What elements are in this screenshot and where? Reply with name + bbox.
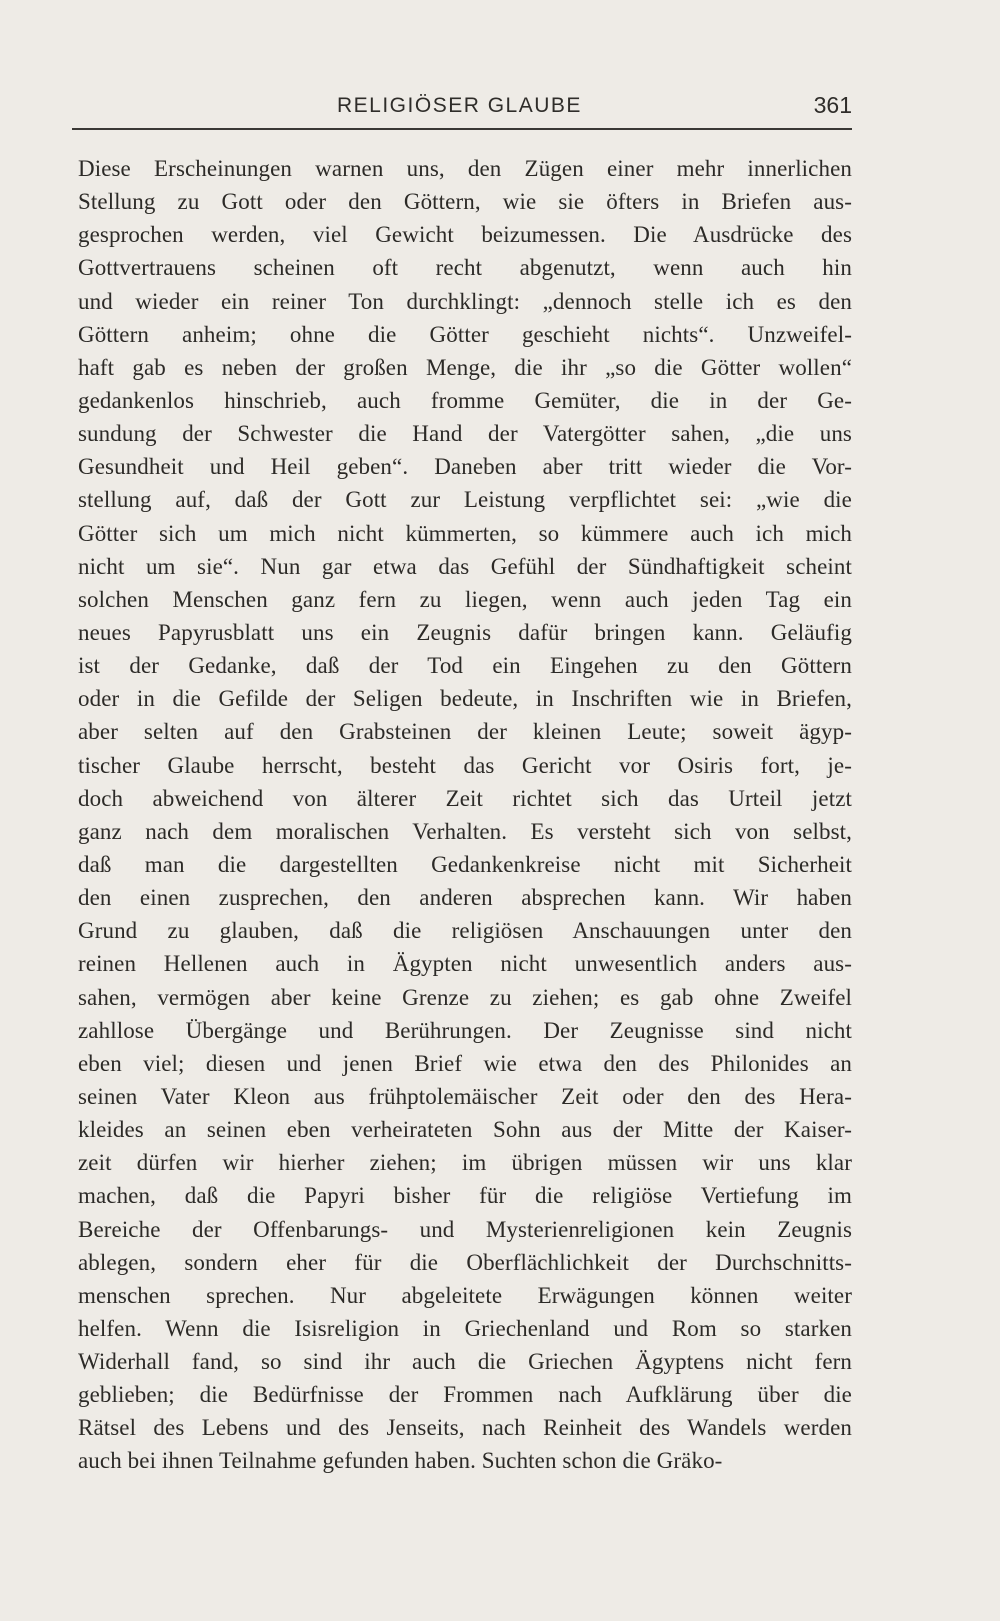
text-line: aber selten auf den Grabsteinen der kleinen Leute; soweit ägyp- (78, 719, 852, 745)
body-text (78, 152, 852, 1478)
text-line: stellung auf, daß der Gott zur Leistung verpflichtet sei: „wie die (78, 487, 852, 513)
page-number: 361 (813, 92, 852, 118)
page-header (72, 88, 852, 130)
text-line: gesprochen werden, viel Gewicht beizumessen. Die Ausdrücke des (78, 222, 852, 248)
text-line: Bereiche der Offenbarungs- und Mysterienreligionen kein Zeugnis (78, 1216, 852, 1242)
text-line: Gesundheit und Heil geben“. Daneben aber tritt wieder die Vor- (78, 454, 852, 480)
text-line: Gottvertrauens scheinen oft recht abgenutzt, wenn auch hin (78, 255, 852, 281)
text-line: Rätsel des Lebens und des Jenseits, nach Reinheit des Wandels werden (78, 1415, 852, 1441)
text-line: Diese Erscheinungen warnen uns, den Zügen einer mehr innerlichen (78, 156, 852, 181)
text-line: ganz nach dem moralischen Verhalten. Es versteht sich von selbst, (78, 818, 852, 844)
text-line: Götter sich um mich nicht kümmerten, so kümmere auch ich mich (78, 520, 852, 546)
text-line: auch bei ihnen Teilnahme gefunden haben. Suchten schon die Gräko- (78, 1448, 723, 1474)
text-line: geblieben; die Bedürfnisse der Frommen nach Aufklärung über die (78, 1382, 852, 1408)
text-line: zeit dürfen wir hierher ziehen; im übrigen müssen wir uns klar (78, 1150, 852, 1176)
text-line: Göttern anheim; ohne die Götter geschieht nichts“. Unzweifel- (78, 321, 852, 347)
text-line: helfen. Wenn die Isisreligion in Griechenland und Rom so starken (78, 1315, 852, 1341)
text-line: zahllose Übergänge und Berührungen. Der Zeugnisse sind nicht (78, 1017, 852, 1043)
text-line: haft gab es neben der großen Menge, die ihr „so die Götter wollen“ (78, 354, 852, 380)
text-line: doch abweichend von älterer Zeit richtet sich das Urteil jetzt (78, 785, 852, 811)
running-title: RELIGIÖSER GLAUBE (337, 94, 582, 117)
text-line: machen, daß die Papyri bisher für die religiöse Vertiefung im (78, 1183, 852, 1209)
text-line: Grund zu glauben, daß die religiösen Anschauungen unter den (78, 918, 852, 944)
text-line: nicht um sie“. Nun gar etwa das Gefühl der Sündhaftigkeit scheint (78, 553, 852, 579)
text-line: daß man die dargestellten Gedankenkreise nicht mit Sicherheit (78, 851, 852, 877)
text-line: kleides an seinen eben verheirateten Sohn aus der Mitte der Kaiser- (78, 1117, 852, 1143)
text-line: und wieder ein reiner Ton durchklingt: „dennoch stelle ich es den (78, 288, 852, 314)
text-line: ist der Gedanke, daß der Tod ein Eingehen zu den Göttern (78, 653, 852, 679)
text-line: neues Papyrusblatt uns ein Zeugnis dafür bringen kann. Geläufig (78, 619, 852, 645)
text-line: sundung der Schwester die Hand der Vatergötter sahen, „die uns (78, 421, 852, 447)
text-line: oder in die Gefilde der Seligen bedeute, in Inschriften wie in Briefen, (78, 686, 852, 712)
text-line: solchen Menschen ganz fern zu liegen, wenn auch jeden Tag ein (78, 586, 852, 612)
text-line: seinen Vater Kleon aus frühptolemäischer Zeit oder den des Hera- (78, 1083, 852, 1109)
text-line: den einen zusprechen, den anderen absprechen kann. Wir haben (78, 885, 852, 911)
text-line: menschen sprechen. Nur abgeleitete Erwägungen können weiter (78, 1282, 852, 1308)
text-line: eben viel; diesen und jenen Brief wie etwa den des Philonides an (78, 1050, 852, 1076)
text-line: ablegen, sondern eher für die Oberflächlichkeit der Durchschnitts- (78, 1249, 852, 1275)
text-line: Stellung zu Gott oder den Göttern, wie sie öfters in Briefen aus- (78, 189, 852, 215)
text-line: sahen, vermögen aber keine Grenze zu ziehen; es gab ohne Zweifel (78, 984, 852, 1010)
text-line: reinen Hellenen auch in Ägypten nicht unwesentlich anders aus- (78, 951, 852, 977)
text-line: gedankenlos hinschrieb, auch fromme Gemüter, die in der Ge- (78, 387, 852, 413)
text-line: Widerhall fand, so sind ihr auch die Griechen Ägyptens nicht fern (78, 1349, 852, 1375)
text-line: tischer Glaube herrscht, besteht das Gericht vor Osiris fort, je- (78, 752, 852, 778)
